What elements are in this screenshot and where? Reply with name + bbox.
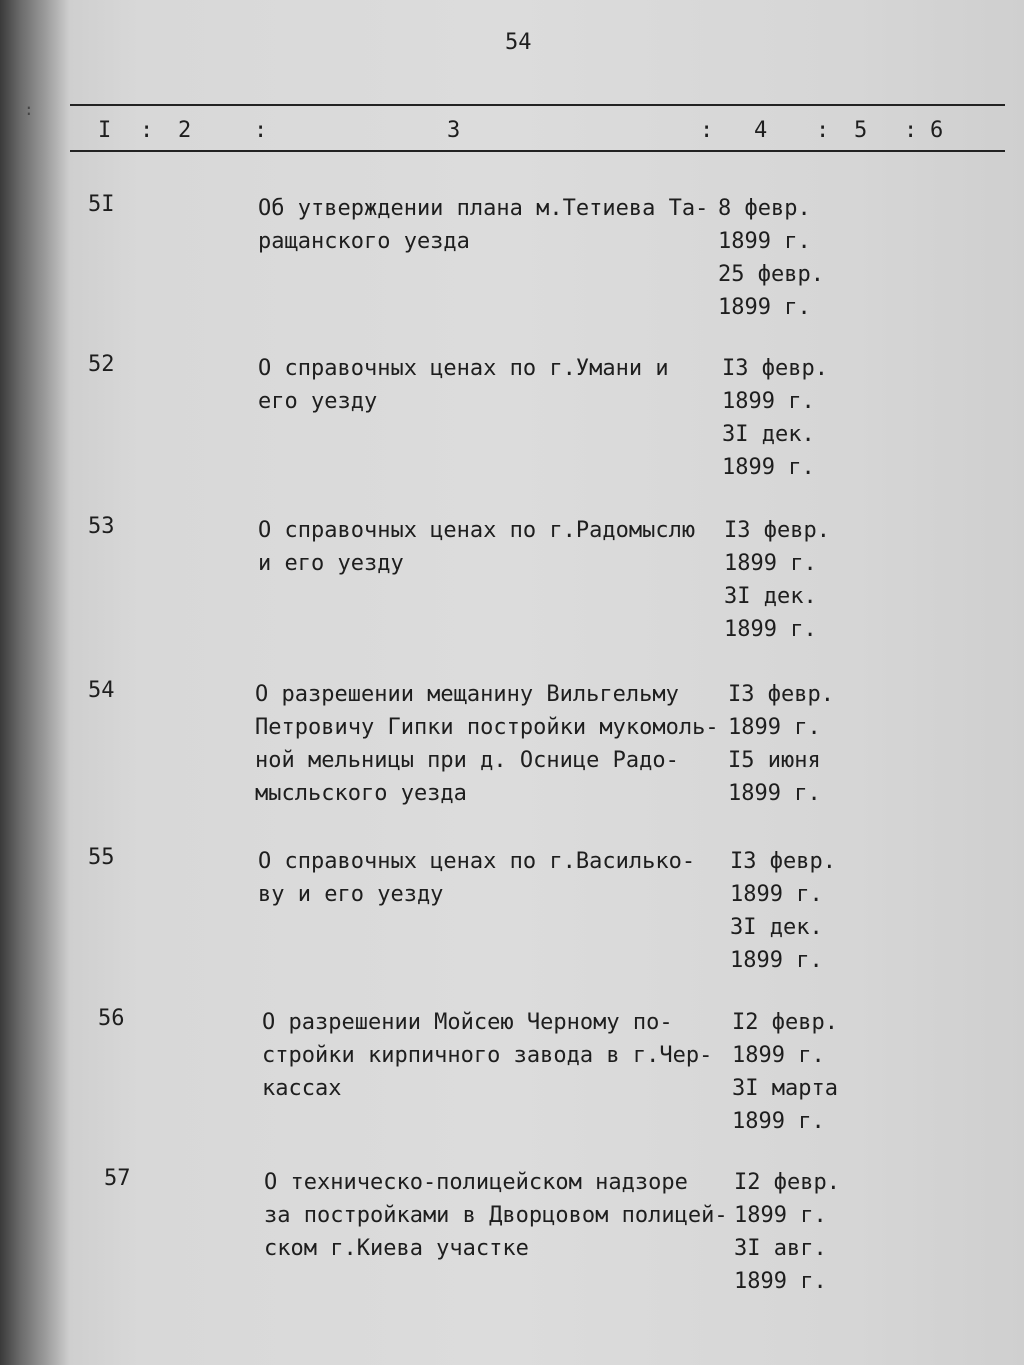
entry-title: О разрешении мещанину Вильгельму Петровичу Гипки постройки мукомоль- ной мельницы при д. Оснице Радо- мысльского уезда (255, 682, 719, 806)
header-separator: : (904, 118, 918, 143)
header-col-2: 2 (178, 118, 192, 143)
entry-dates: 8 февр. 1899 г. 25 февр. 1899 г. (718, 196, 824, 320)
header-separator: : (700, 118, 714, 143)
header-separator: : (140, 118, 154, 143)
entry-number: 5I (88, 192, 115, 217)
header-bottom-rule (70, 150, 1005, 152)
entry-title: О справочных ценах по г.Умани и его уезду (258, 356, 669, 414)
margin-mark: : (24, 100, 34, 119)
entry-dates: I3 февр. 1899 г. 3I дек. 1899 г. (724, 518, 830, 642)
header-col-6: 6 (930, 118, 944, 143)
entry-title: О справочных ценах по г.Радомыслю и его уезду (258, 518, 696, 576)
entry-title: Об утверждении плана м.Тетиева Та- ращанского уезда (258, 196, 709, 254)
header-separator: : (816, 118, 830, 143)
entry-number: 55 (88, 845, 115, 870)
header-col-3: 3 (447, 118, 461, 143)
entry-number: 54 (88, 678, 115, 703)
page-number: 54 (505, 30, 532, 55)
entry-title: О справочных ценах по г.Василько- ву и его уезду (258, 849, 696, 907)
entry-title: О техническо-полицейском надзоре за постройками в Дворцовом полицей- ском г.Киева участке (264, 1170, 728, 1261)
entry-dates: I3 февр. 1899 г. 3I дек. 1899 г. (730, 849, 836, 973)
header-col-1: I (98, 118, 112, 143)
entry-dates: I2 февр. 1899 г. 3I авг. 1899 г. (734, 1170, 840, 1294)
entry-title: О разрешении Мойсею Черному по- стройки кирпичного завода в г.Чер- кассах (262, 1010, 713, 1101)
entry-dates: I2 февр. 1899 г. 3I марта 1899 г. (732, 1010, 838, 1134)
entry-number: 57 (104, 1166, 131, 1191)
entry-number: 56 (98, 1006, 125, 1031)
entry-dates: I3 февр. 1899 г. 3I дек. 1899 г. (722, 356, 828, 480)
entry-dates: I3 февр. 1899 г. I5 июня 1899 г. (728, 682, 834, 806)
header-col-5: 5 (854, 118, 868, 143)
header-top-rule (70, 104, 1005, 106)
entry-number: 52 (88, 352, 115, 377)
entry-number: 53 (88, 514, 115, 539)
header-separator: : (254, 118, 268, 143)
header-col-4: 4 (754, 118, 768, 143)
